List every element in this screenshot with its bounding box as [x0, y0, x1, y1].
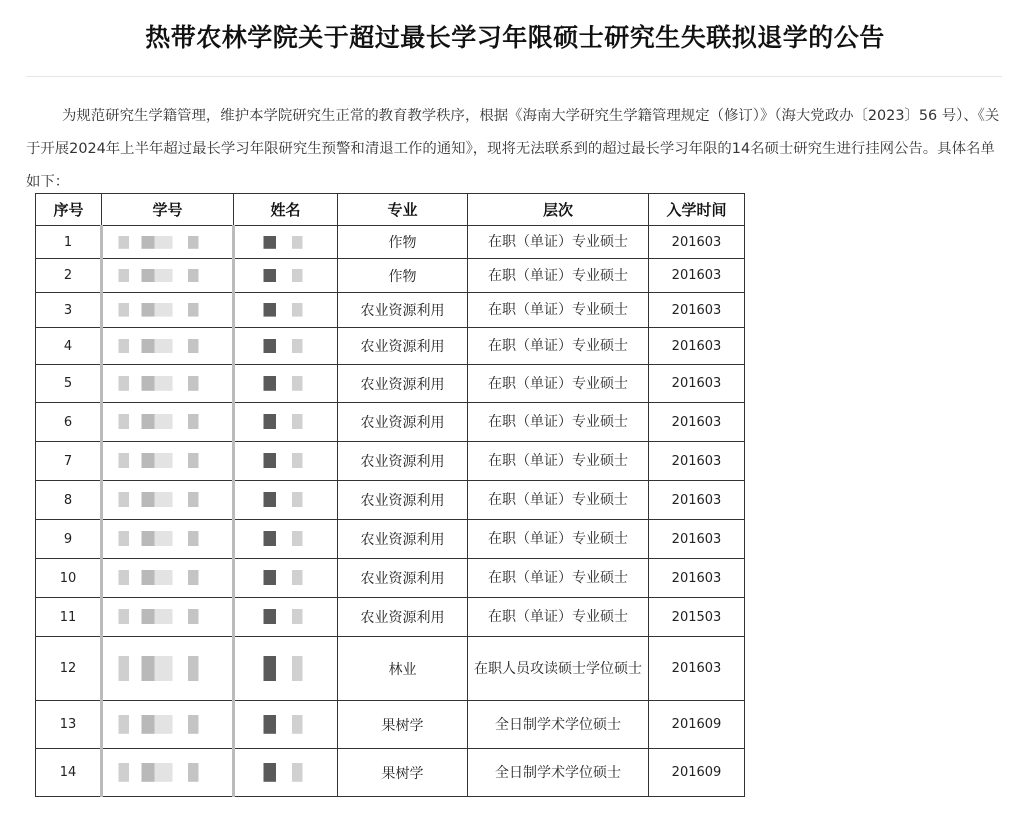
cell-entry-date: 201603: [649, 226, 745, 259]
cell-entry-date: 201603: [649, 293, 745, 328]
cell-major: 作物: [338, 259, 468, 293]
table-row: [36, 559, 745, 598]
table-row: [36, 442, 745, 481]
cell-entry-date: 201603: [649, 442, 745, 481]
cell-name-redacted: [234, 403, 338, 442]
cell-name-redacted: [234, 749, 338, 797]
table-row: [36, 637, 745, 701]
cell-index: 1: [36, 226, 102, 259]
cell-index: 5: [36, 365, 102, 403]
cell-level: 在职（单证）专业硕士: [468, 259, 649, 293]
cell-student-id-redacted: [102, 259, 234, 293]
header-entry-date: 入学时间: [649, 194, 745, 226]
cell-index: 7: [36, 442, 102, 481]
title-divider: [26, 76, 1002, 77]
cell-index: 6: [36, 403, 102, 442]
cell-index: 4: [36, 328, 102, 365]
cell-major: 农业资源利用: [338, 598, 468, 637]
header-student-id: 学号: [102, 194, 234, 226]
cell-entry-date: 201603: [649, 328, 745, 365]
table-row: [36, 701, 745, 749]
table-row: [36, 520, 745, 559]
cell-name-redacted: [234, 365, 338, 403]
cell-major: 农业资源利用: [338, 293, 468, 328]
table-row: [36, 328, 745, 365]
table-row: [36, 481, 745, 520]
cell-index: 9: [36, 520, 102, 559]
cell-level: 全日制学术学位硕士: [468, 701, 649, 749]
cell-index: 10: [36, 559, 102, 598]
header-major: 专业: [338, 194, 468, 226]
cell-major: 农业资源利用: [338, 520, 468, 559]
cell-student-id-redacted: [102, 559, 234, 598]
header-name: 姓名: [234, 194, 338, 226]
cell-index: 14: [36, 749, 102, 797]
cell-entry-date: 201609: [649, 701, 745, 749]
cell-student-id-redacted: [102, 442, 234, 481]
cell-level: 在职（单证）专业硕士: [468, 328, 649, 365]
cell-level: 在职（单证）专业硕士: [468, 481, 649, 520]
cell-level: 在职（单证）专业硕士: [468, 442, 649, 481]
student-roster-table: [35, 193, 745, 797]
cell-level: 在职（单证）专业硕士: [468, 598, 649, 637]
table-row: [36, 598, 745, 637]
cell-entry-date: 201603: [649, 481, 745, 520]
cell-name-redacted: [234, 259, 338, 293]
cell-entry-date: 201603: [649, 403, 745, 442]
table-row: [36, 365, 745, 403]
cell-entry-date: 201603: [649, 365, 745, 403]
cell-name-redacted: [234, 598, 338, 637]
cell-index: 12: [36, 637, 102, 701]
table-header-row: [36, 194, 745, 226]
cell-major: 果树学: [338, 749, 468, 797]
cell-major: 农业资源利用: [338, 328, 468, 365]
cell-level: 在职（单证）专业硕士: [468, 226, 649, 259]
cell-name-redacted: [234, 701, 338, 749]
table-row: [36, 403, 745, 442]
cell-name-redacted: [234, 226, 338, 259]
cell-level: 在职（单证）专业硕士: [468, 365, 649, 403]
cell-index: 2: [36, 259, 102, 293]
notice-title: 热带农林学院关于超过最长学习年限硕士研究生失联拟退学的公告: [145, 23, 885, 52]
cell-entry-date: 201603: [649, 520, 745, 559]
cell-major: 果树学: [338, 701, 468, 749]
cell-major: 农业资源利用: [338, 365, 468, 403]
table-row: [36, 259, 745, 293]
cell-entry-date: 201603: [649, 637, 745, 701]
cell-name-redacted: [234, 637, 338, 701]
cell-student-id-redacted: [102, 598, 234, 637]
cell-student-id-redacted: [102, 403, 234, 442]
cell-student-id-redacted: [102, 293, 234, 328]
cell-name-redacted: [234, 293, 338, 328]
cell-index: 8: [36, 481, 102, 520]
cell-name-redacted: [234, 481, 338, 520]
cell-level: 在职（单证）专业硕士: [468, 403, 649, 442]
cell-level: 全日制学术学位硕士: [468, 749, 649, 797]
header-index: 序号: [36, 194, 102, 226]
cell-major: 农业资源利用: [338, 403, 468, 442]
cell-name-redacted: [234, 559, 338, 598]
cell-student-id-redacted: [102, 701, 234, 749]
cell-level: 在职（单证）专业硕士: [468, 293, 649, 328]
cell-entry-date: 201503: [649, 598, 745, 637]
cell-major: 农业资源利用: [338, 559, 468, 598]
cell-level: 在职（单证）专业硕士: [468, 559, 649, 598]
cell-major: 作物: [338, 226, 468, 259]
table-row: [36, 749, 745, 797]
cell-name-redacted: [234, 520, 338, 559]
intro-paragraph: 为规范研究生学籍管理，维护本学院研究生正常的教育教学秩序，根据《海南大学研究生学籍管理规定（修订）》（海大党政办〔2023〕56 号）、《关于开展2024年上半年超过最长学习年限研究生预警和清退工作的通知》，现将无法联系到的超过最长学习年限的14名硕士研究生进行挂网公告。具体名单如下：: [26, 108, 1000, 190]
cell-name-redacted: [234, 328, 338, 365]
header-level: 层次: [468, 194, 649, 226]
cell-student-id-redacted: [102, 226, 234, 259]
cell-index: 13: [36, 701, 102, 749]
cell-name-redacted: [234, 442, 338, 481]
cell-entry-date: 201609: [649, 749, 745, 797]
cell-entry-date: 201603: [649, 559, 745, 598]
cell-student-id-redacted: [102, 520, 234, 559]
cell-entry-date: 201603: [649, 259, 745, 293]
cell-index: 11: [36, 598, 102, 637]
cell-student-id-redacted: [102, 365, 234, 403]
notice-intro: [26, 100, 1006, 199]
cell-major: 林业: [338, 637, 468, 701]
cell-index: 3: [36, 293, 102, 328]
table-row: [36, 293, 745, 328]
cell-student-id-redacted: [102, 328, 234, 365]
cell-student-id-redacted: [102, 481, 234, 520]
cell-major: 农业资源利用: [338, 481, 468, 520]
cell-level: 在职（单证）专业硕士: [468, 520, 649, 559]
cell-student-id-redacted: [102, 749, 234, 797]
cell-level: 在职人员攻读硕士学位硕士: [468, 637, 649, 701]
cell-major: 农业资源利用: [338, 442, 468, 481]
cell-student-id-redacted: [102, 637, 234, 701]
table-row: [36, 226, 745, 259]
